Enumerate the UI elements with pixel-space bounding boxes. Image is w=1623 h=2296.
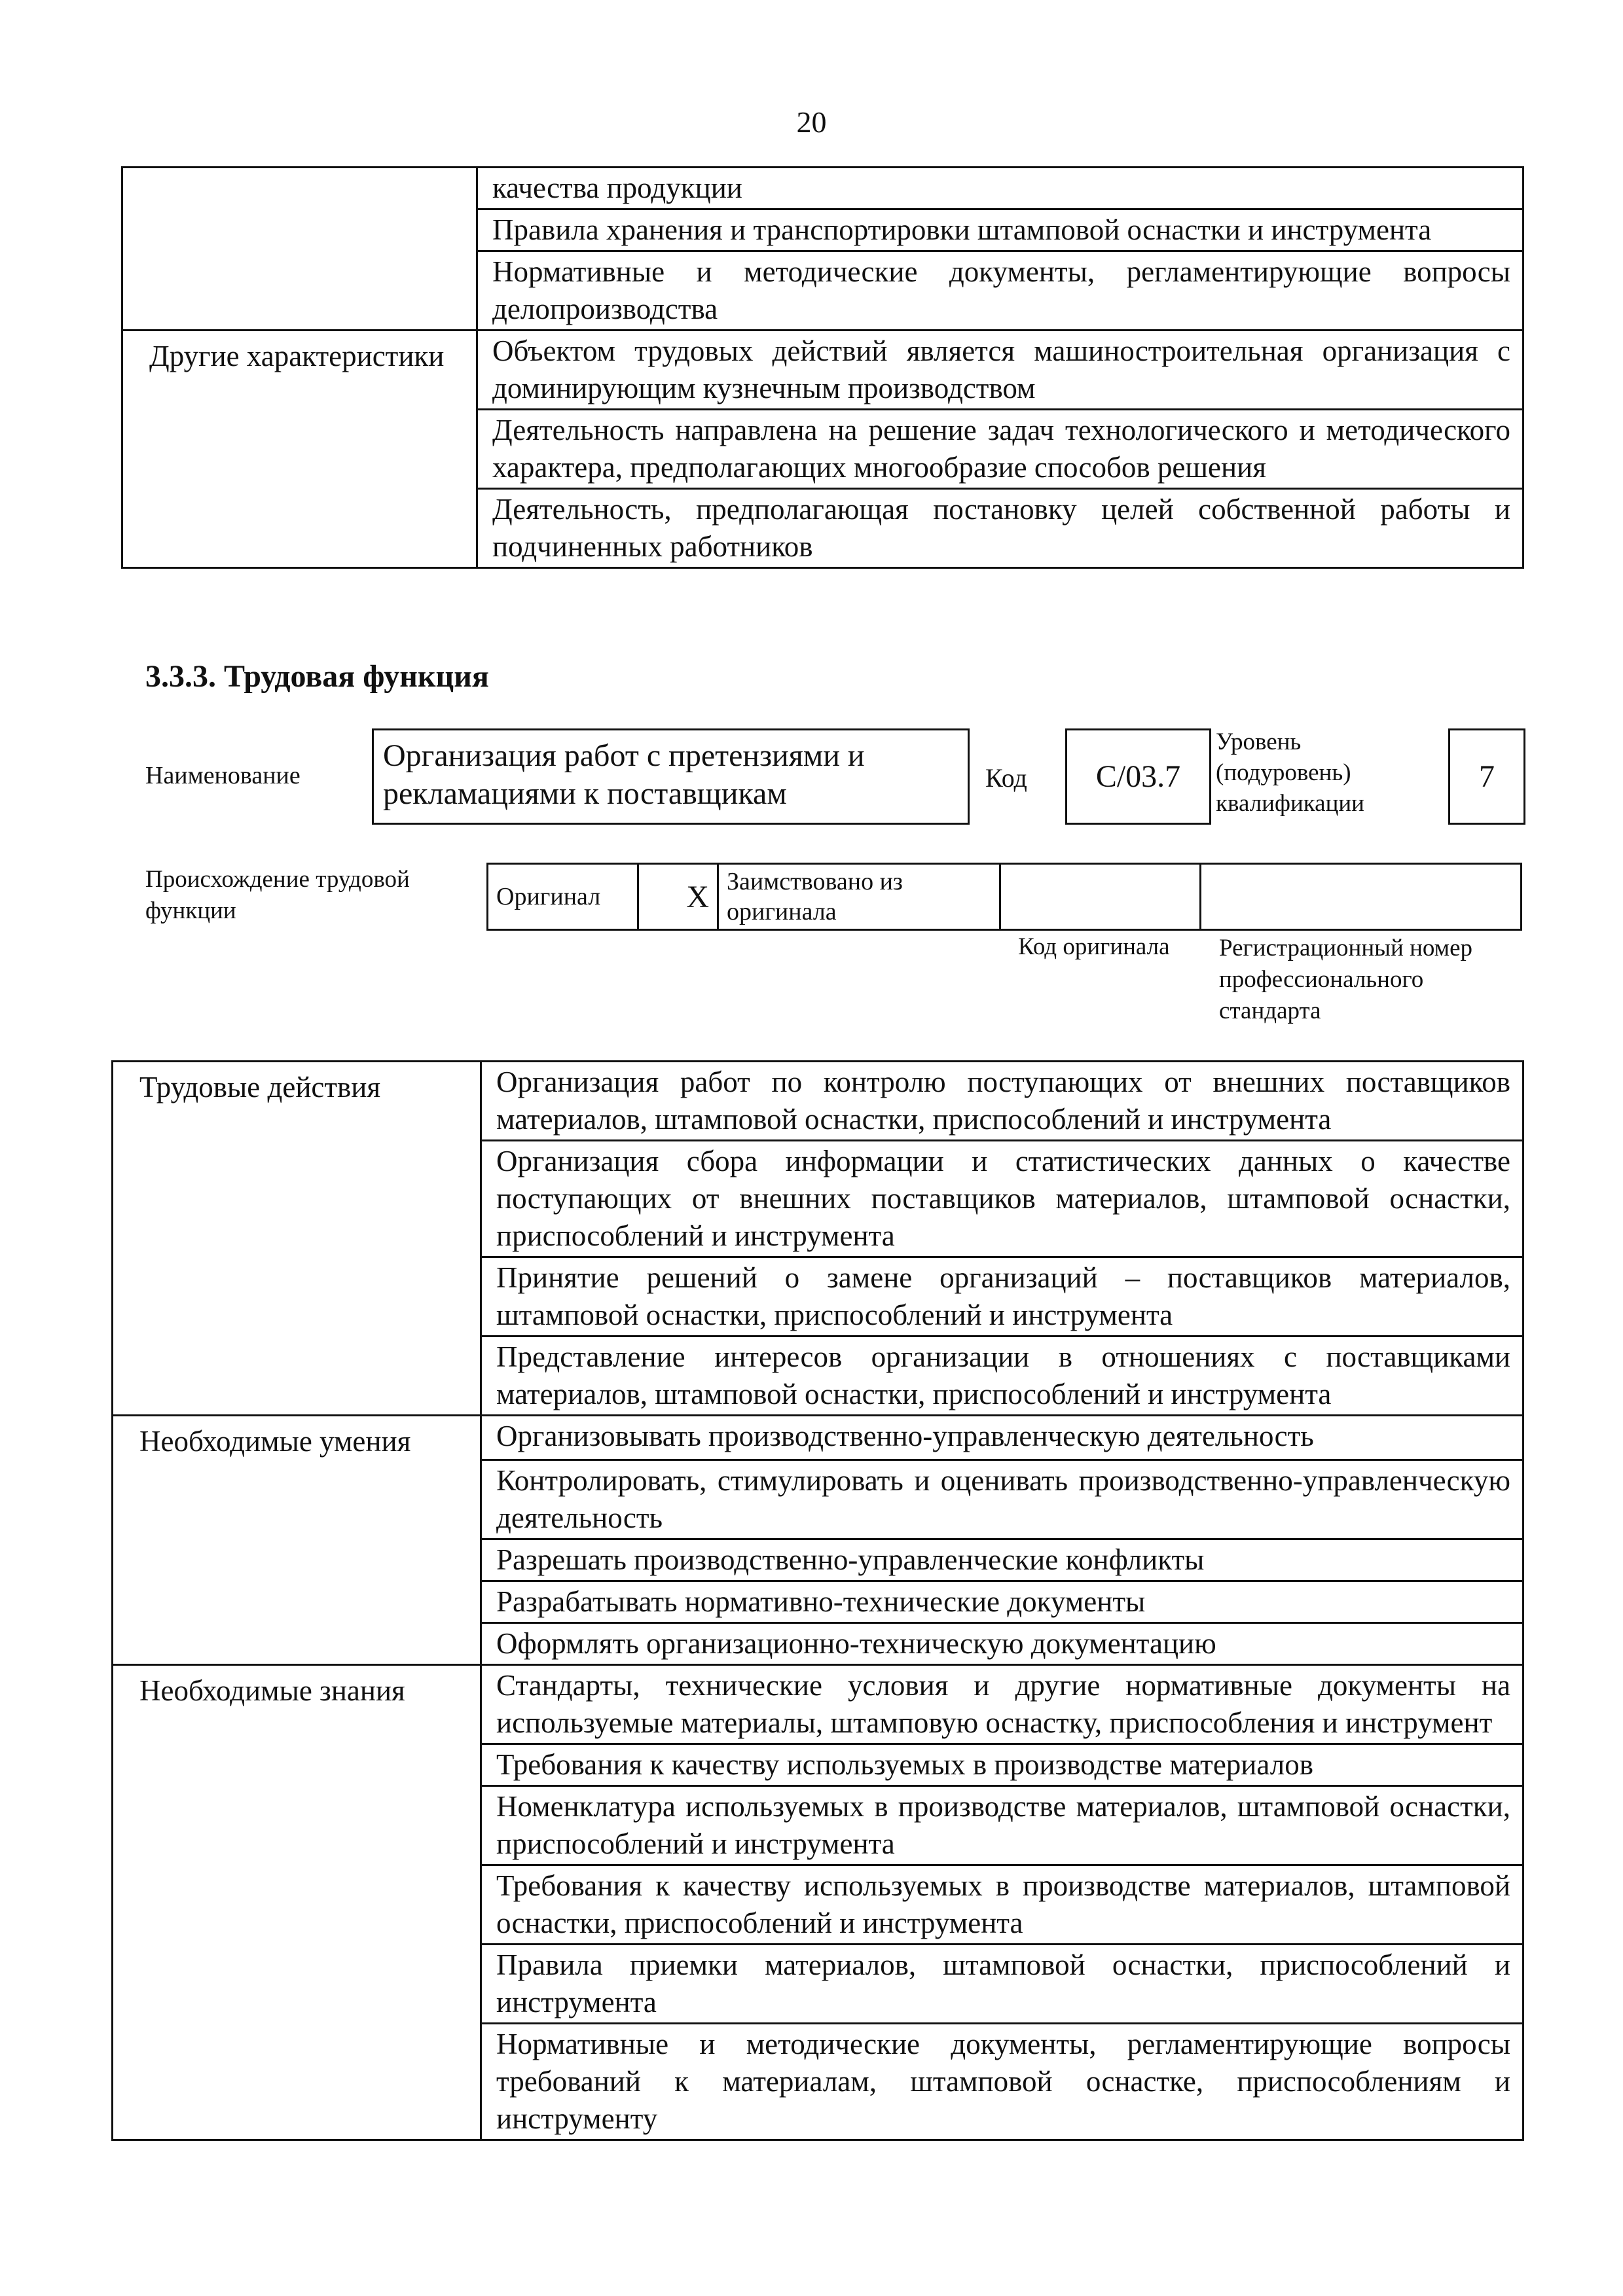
table-row [113,1581,1523,1623]
row-value: Организация работ по контролю поступающих от внешних поставщиков материалов, штамповой оснастки, приспособлений и инструмента [481,1062,1523,1141]
table-row [122,168,1523,209]
name-label: Наименование [145,762,301,789]
row-value: Организация сбора информации и статистических данных о качестве поступающих от внешних поставщиков материалов, штамповой оснастки, приспособлений и инструмента [481,1141,1523,1257]
qualification-level-box: 7 [1448,728,1525,825]
row-label-continuation [113,1460,481,1539]
table-row [122,489,1523,568]
row-label-continuation [113,1581,481,1623]
row-label-continuation [122,209,477,251]
origin-table [486,863,1522,931]
row-label-continuation [113,1865,481,1944]
row-value: Контролировать, стимулировать и оценивать производственно-управленческую деятельность [481,1460,1523,1539]
table-row [113,1865,1523,1944]
table-row [113,1257,1523,1336]
row-label-continuation [122,251,477,331]
row-value: Требования к качеству используемых в производстве материалов [481,1744,1523,1785]
row-label-continuation [113,1744,481,1785]
row-value: качества продукции [477,168,1523,209]
origin-borrowed-label: Заимствовано из оригинала [718,864,1000,930]
row-label [122,168,477,209]
function-name-box: Организация работ с претензиями и рекламациями к поставщикам [372,728,970,825]
code-label: Код [985,763,1027,793]
origin-reg-number-cell [1201,864,1522,930]
table-row [122,410,1523,489]
row-value: Оформлять организационно-техническую документацию [481,1623,1523,1664]
row-value: Стандарты, технические условия и другие нормативные документы на используемые материалы, штамповую оснастку, приспособления и инструмент [481,1664,1523,1744]
page-number: 20 [796,105,827,139]
function-details-table [111,1060,1524,2141]
table-row [122,209,1523,251]
row-label-continuation [113,1539,481,1581]
table-row [113,1785,1523,1865]
row-value: Представление интересов организации в отношениях с поставщиками материалов, штамповой оснастки, приспособлений и инструмента [481,1336,1523,1416]
table-row [113,2023,1523,2140]
table-row [122,251,1523,331]
qualification-level-label: Уровень (подуровень) квалификации [1216,728,1364,817]
table-row [113,1460,1523,1539]
row-label-continuation [113,1944,481,2023]
row-label-continuation [113,1257,481,1336]
row-value: Номенклатура используемых в производстве материалов, штамповой оснастки, приспособлений и инструмента [481,1785,1523,1865]
table-row [113,1944,1523,2023]
original-code-caption: Код оригинала [1018,933,1170,960]
row-value: Разрабатывать нормативно-технические документы [481,1581,1523,1623]
origin-original-mark: X [638,864,718,930]
row-value: Деятельность, предполагающая постановку целей собственной работы и подчиненных работников [477,489,1523,568]
reg-number-caption: Регистрационный номер профессионального стандарта [1219,935,1473,1024]
table-row [113,1336,1523,1416]
row-value: Организовывать производственно-управленческую деятельность [481,1416,1523,1460]
row-value: Нормативные и методические документы, регламентирующие вопросы требований к материалам, штамповой оснастке, приспособлениям и инструменту [481,2023,1523,2140]
characteristics-table-body [122,168,1523,568]
row-label-continuation [113,1785,481,1865]
row-value: Принятие решений о замене организаций – поставщиков материалов, штамповой оснастки, приспособлений и инструмента [481,1257,1523,1336]
origin-code-cell [1000,864,1201,930]
function-details-table-body [113,1062,1523,2140]
table-row [122,331,1523,410]
table-row [113,1664,1523,1744]
row-label: Необходимые знания [113,1664,481,1744]
table-row [113,1062,1523,1141]
row-value: Требования к качеству используемых в производстве материалов, штамповой оснастки, приспособлений и инструмента [481,1865,1523,1944]
code-value-box: C/03.7 [1065,728,1211,825]
row-value: Правила приемки материалов, штамповой оснастки, приспособлений и инструмента [481,1944,1523,2023]
table-row [113,1744,1523,1785]
origin-label: Происхождение трудовой функции [145,866,410,924]
row-label-continuation [113,1141,481,1257]
origin-original-label: Оригинал [488,864,638,930]
table-row [113,1416,1523,1460]
row-label-continuation [113,2023,481,2140]
row-label: Другие характеристики [122,331,477,410]
table-row [113,1623,1523,1664]
table-row [113,1539,1523,1581]
row-label-continuation [113,1336,481,1416]
row-value: Деятельность направлена на решение задач технологического и методического характера, предполагающих многообразие способов решения [477,410,1523,489]
table-row [113,1141,1523,1257]
row-value: Разрешать производственно-управленческие конфликты [481,1539,1523,1581]
row-label-continuation [113,1623,481,1664]
row-label: Трудовые действия [113,1062,481,1141]
row-value: Правила хранения и транспортировки штамповой оснастки и инструмента [477,209,1523,251]
row-label-continuation [122,410,477,489]
row-label-continuation [122,489,477,568]
row-label: Необходимые умения [113,1416,481,1460]
section-title: 3.3.3. Трудовая функция [145,659,489,694]
row-value: Объектом трудовых действий является машиностроительная организация с доминирующим кузнечным производством [477,331,1523,410]
characteristics-table [121,166,1524,569]
row-value: Нормативные и методические документы, регламентирующие вопросы делопроизводства [477,251,1523,331]
